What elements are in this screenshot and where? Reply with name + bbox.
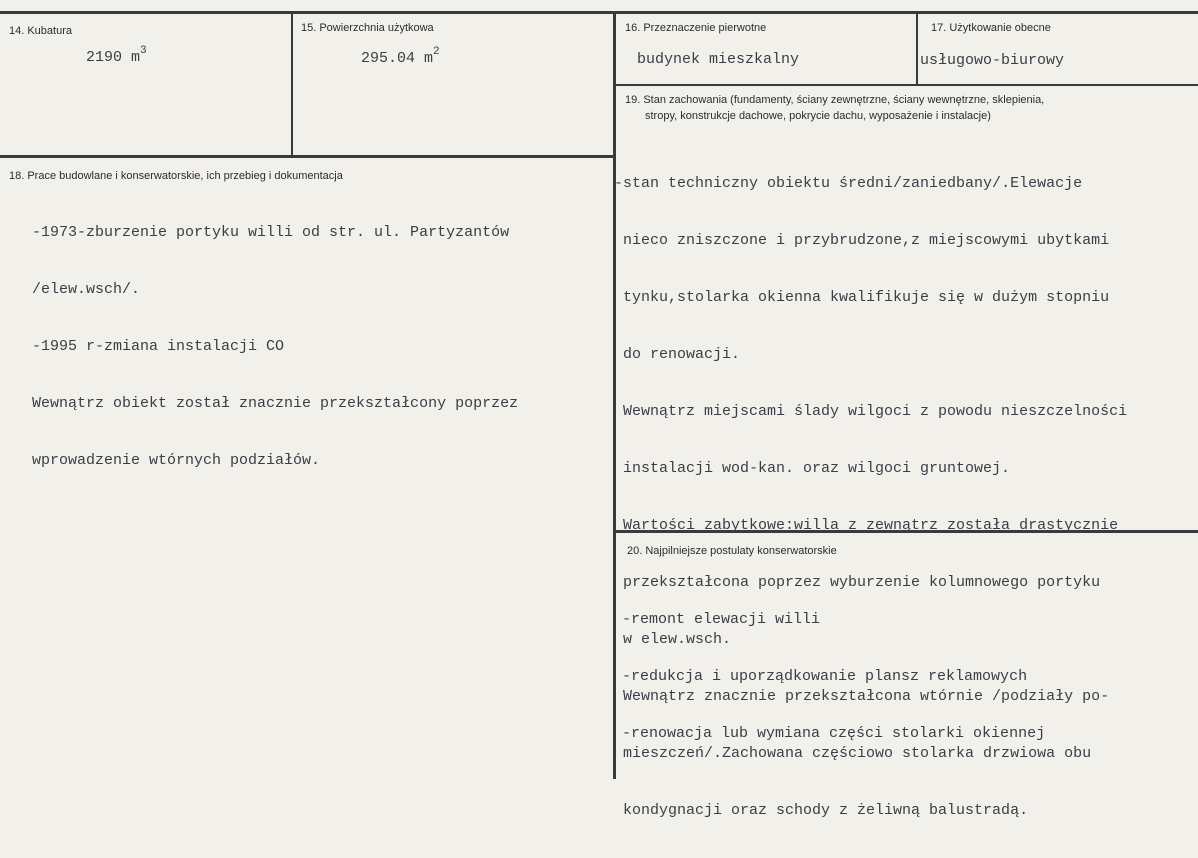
top-border	[0, 11, 1198, 14]
field-15-number: 295.04 m	[361, 50, 434, 67]
field-19-label-line-1: 19. Stan zachowania (fundamenty, ściany zewnętrzne, ściany wewnętrzne, sklepienia,	[625, 94, 1045, 106]
divider-right-top	[916, 13, 918, 85]
divider-left-top	[291, 13, 293, 156]
field-19-line: Wartości zabytkowe:willa z zewnątrz została drastycznie	[623, 517, 1119, 534]
field-20-label: 20. Najpilniejsze postulaty konserwatorskie	[627, 545, 837, 557]
field-18-label: 18. Prace budowlane i konserwatorskie, ich przebieg i dokumentacja	[9, 170, 343, 182]
field-18-line: wprowadzenie wtórnych podziałów.	[32, 452, 321, 469]
field-15-value	[361, 48, 440, 67]
field-18-line: /elew.wsch/.	[32, 281, 141, 298]
field-19-line: -stan techniczny obiektu średni/zaniedbany/.Elewacje	[614, 175, 1083, 192]
field-19-line: nieco zniszczone i przybrudzone,z miejscowymi ubytkami	[623, 232, 1110, 249]
field-16-label: 16. Przeznaczenie pierwotne	[625, 22, 767, 34]
field-19-label-line-2: stropy, konstrukcje dachowe, pokrycie dachu, wyposażenie i instalacje)	[645, 110, 991, 122]
field-14-value	[86, 47, 147, 66]
field-19-line: przekształcona poprzez wyburzenie kolumnowego portyku	[623, 574, 1101, 591]
field-19-line: tynku,stolarka okienna kwalifikuje się w dużym stopniu	[623, 289, 1110, 306]
field-18-line: -1995 r-zmiana instalacji CO	[32, 338, 285, 355]
field-19-line: kondygnacji oraz schody z żeliwną balustradą.	[623, 802, 1029, 819]
field-20-line: -renowacja lub wymiana części stolarki okiennej	[622, 725, 1046, 742]
field-20-text	[622, 572, 1045, 781]
field-18-line: -1973-zburzenie portyku willi od str. ul. Partyzantów	[32, 224, 510, 241]
field-19-line: instalacji wod-kan. oraz wilgoci gruntowej.	[623, 460, 1011, 477]
field-19-line: Wewnątrz znacznie przekształcona wtórnie /podziały po-	[623, 688, 1110, 705]
field-20-line: -redukcja i uporządkowanie plansz reklamowych	[622, 668, 1028, 685]
field-19-line: mieszczeń/.Zachowana częściowo stolarka drzwiowa obu	[623, 745, 1092, 762]
field-14-unit-exponent: 3	[140, 45, 147, 57]
field-19-line: w elew.wsch.	[623, 631, 732, 648]
field-20-line: -remont elewacji willi	[622, 611, 821, 628]
field-18-text	[32, 185, 518, 508]
field-15-label: 15. Powierzchnia użytkowa	[301, 22, 434, 34]
field-15-unit-exponent: 2	[433, 46, 440, 58]
field-17-label: 17. Użytkowanie obecne	[931, 22, 1051, 34]
field-18-line: Wewnątrz obiekt został znacznie przekształcony poprzez	[32, 395, 519, 412]
row-divider-left-1	[0, 155, 615, 158]
field-16-value: budynek mieszkalny	[637, 51, 800, 68]
field-19-line: do renowacji.	[623, 346, 741, 363]
field-14-label: 14. Kubatura	[9, 25, 72, 37]
row-divider-right-1	[615, 84, 1198, 86]
field-19-line: Wewnątrz miejscami ślady wilgoci z powodu nieszczelności	[623, 403, 1128, 420]
field-14-number: 2190 m	[86, 49, 141, 66]
field-17-value: usługowo-biurowy	[920, 52, 1065, 69]
